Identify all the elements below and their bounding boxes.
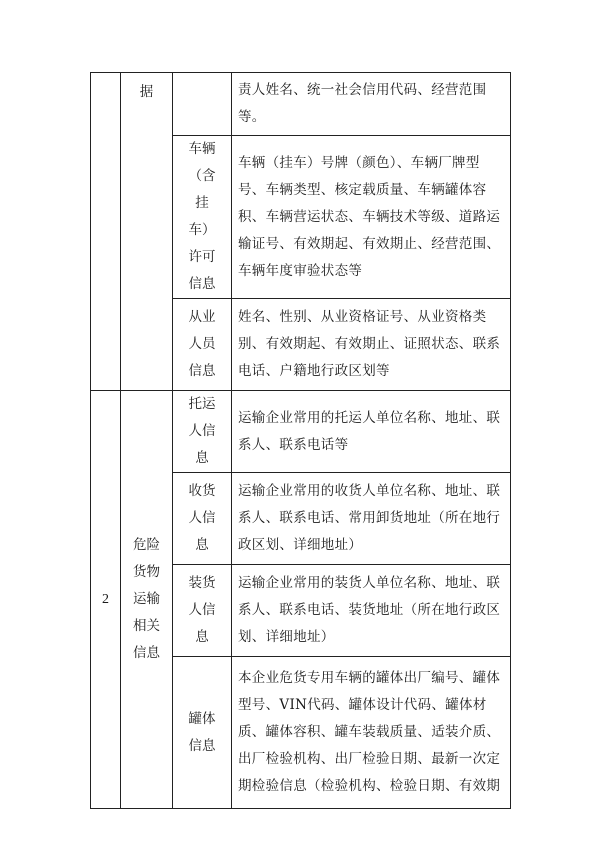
description-cell: 运输企业常用的收货人单位名称、地址、联系人、联系电话、常用卸货地址（所在地行政区划、详细地址）	[232, 473, 511, 565]
row-number-cell: 2	[91, 391, 121, 809]
subcategory-cell: 托运人信息	[173, 391, 232, 473]
category-cell: 据	[121, 73, 173, 391]
category-cell: 危险货物运输相关信息	[121, 391, 173, 809]
row-number-cell	[91, 73, 121, 391]
subcategory-cell: 收货人信息	[173, 473, 232, 565]
description-cell: 车辆（挂车）号牌（颜色）、车辆厂牌型号、车辆类型、核定载质量、车辆罐体容积、车辆营运状态、车辆技术等级、道路运输证号、有效期起、有效期止、经营范围、车辆年度审验状态等	[232, 136, 511, 299]
table-row	[91, 73, 511, 136]
description-cell: 责人姓名、统一社会信用代码、经营范围等。	[232, 73, 511, 136]
subcategory-cell: 从业人员信息	[173, 299, 232, 391]
subcategory-cell	[173, 73, 232, 136]
description-cell: 姓名、性别、从业资格证号、从业资格类别、有效期起、有效期止、证照状态、联系电话、户籍地行政区划等	[232, 299, 511, 391]
data-table	[90, 72, 511, 809]
table-row	[91, 391, 511, 473]
subcategory-cell: 车辆（含挂车）许可信息	[173, 136, 232, 299]
description-cell: 运输企业常用的装货人单位名称、地址、联系人、联系电话、装货地址（所在地行政区划、详细地址）	[232, 565, 511, 657]
subcategory-cell: 罐体信息	[173, 657, 232, 809]
description-cell: 本企业危货专用车辆的罐体出厂编号、罐体型号、VIN代码、罐体设计代码、罐体材质、罐体容积、罐车装载质量、适装介质、出厂检验机构、出厂检验日期、最新一次定期检验信息（检验机构、检验日期、有效期	[232, 657, 511, 809]
subcategory-cell: 装货人信息	[173, 565, 232, 657]
description-cell: 运输企业常用的托运人单位名称、地址、联系人、联系电话等	[232, 391, 511, 473]
